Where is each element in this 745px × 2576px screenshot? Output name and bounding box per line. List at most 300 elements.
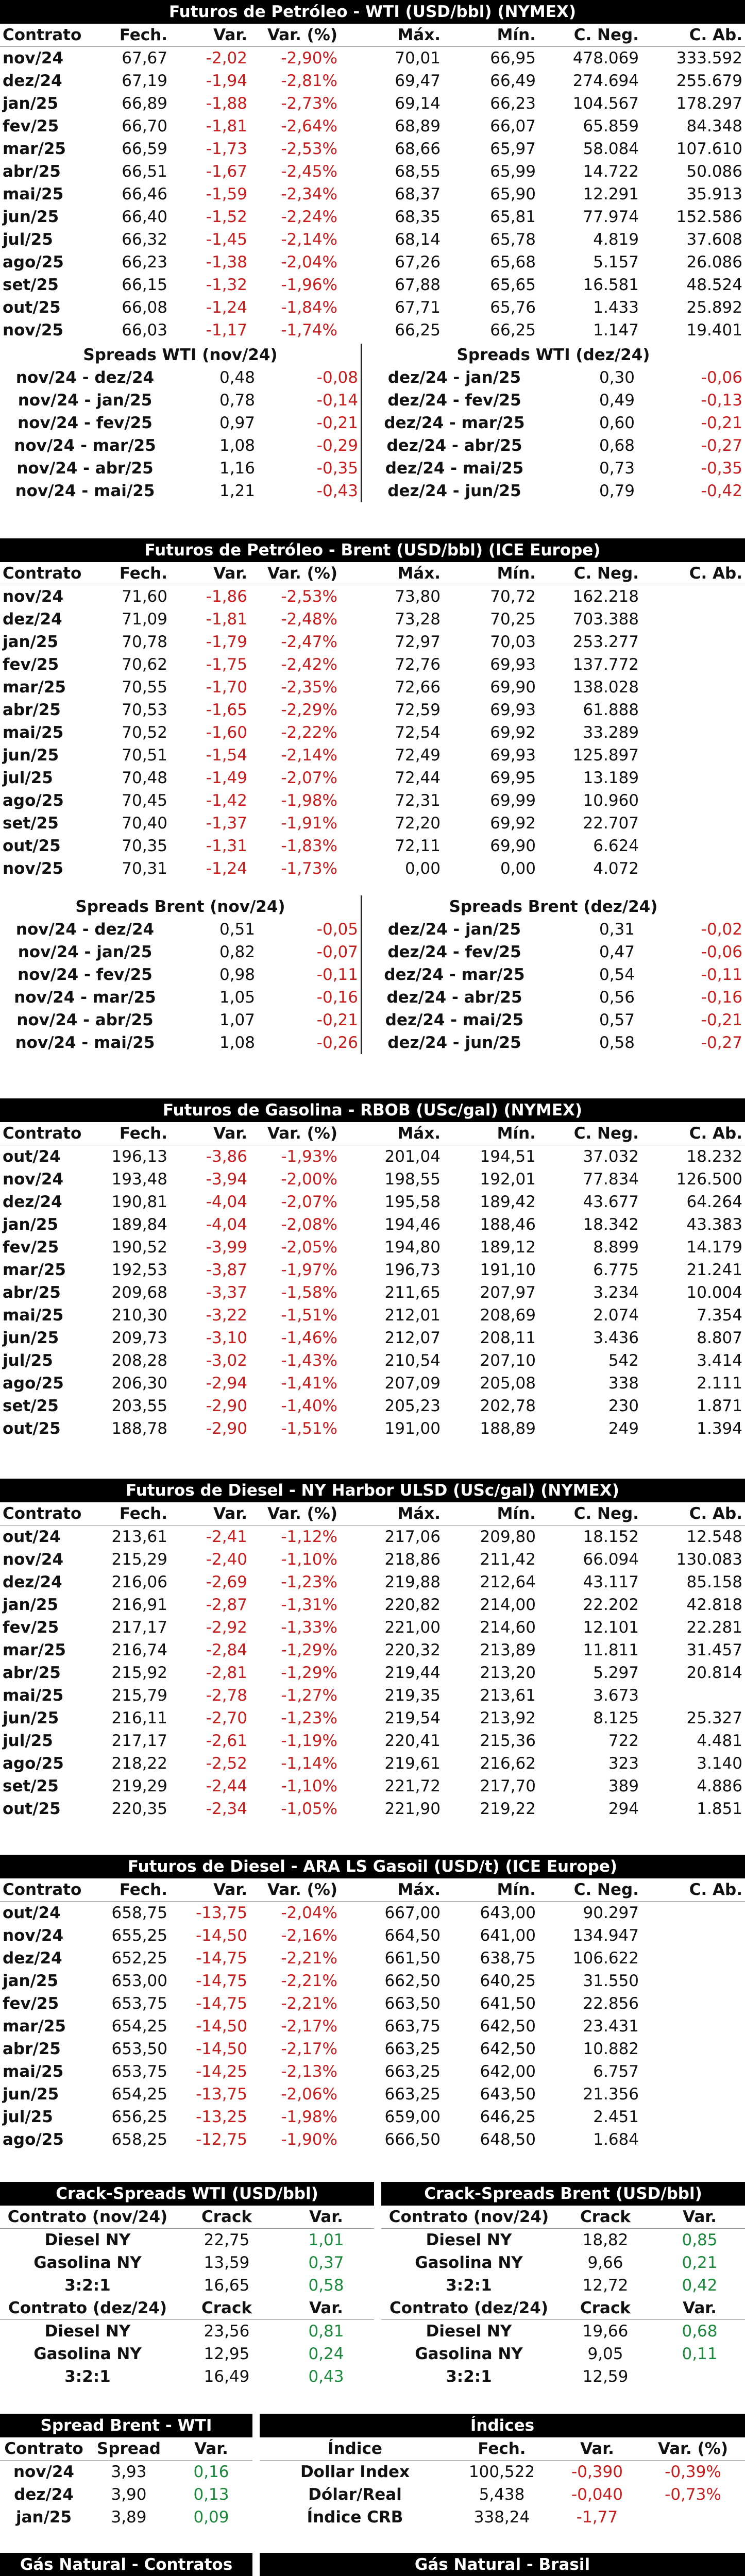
- open-interest-cell: 2.111: [697, 1374, 742, 1393]
- contract-cell: fev/25: [3, 117, 59, 135]
- crack-header-row: [0, 2206, 374, 2229]
- close-cell: 67,67: [122, 49, 167, 67]
- low-cell: 219,22: [480, 1800, 536, 1818]
- volume-cell: 11.811: [583, 1641, 639, 1659]
- table-row: [0, 608, 745, 631]
- change-pct-cell: -2,14%: [281, 746, 337, 765]
- cell-1: 5,438: [479, 2485, 525, 2504]
- high-cell: 212,07: [384, 1329, 441, 1347]
- change-pct-cell: -2,05%: [281, 1238, 337, 1257]
- contract-cell: ago/25: [3, 1374, 64, 1393]
- header-crack: Crack: [556, 2206, 654, 2229]
- header-change-pct: Var. (%): [250, 1122, 340, 1145]
- spread-pair: nov/24 - dez/24: [15, 368, 155, 387]
- header-change: Var.: [654, 2206, 745, 2229]
- volume-cell: 14.722: [583, 162, 639, 181]
- table-row: [0, 1947, 745, 1970]
- table-row: [0, 1526, 745, 1549]
- contract-cell: out/25: [3, 837, 61, 855]
- close-cell: 656,25: [111, 2108, 167, 2126]
- spread-row: [0, 986, 361, 1009]
- low-cell: 188,89: [480, 1419, 536, 1438]
- high-cell: 72,11: [395, 837, 441, 855]
- volume-cell: 18.342: [583, 1215, 639, 1234]
- close-cell: 66,23: [122, 253, 167, 272]
- close-cell: 217,17: [111, 1732, 167, 1750]
- header-high: Máx.: [340, 24, 443, 47]
- header-crack: Crack: [556, 2297, 654, 2320]
- low-cell: 189,12: [480, 1238, 536, 1257]
- spread-indices-section: [0, 2414, 745, 2529]
- spread-value: 0,98: [219, 965, 255, 984]
- header-contract: Contrato (nov/24): [381, 2206, 556, 2229]
- low-cell: 65,81: [490, 208, 536, 226]
- volume-cell: 21.356: [583, 2085, 639, 2104]
- close-cell: 658,25: [111, 2130, 167, 2149]
- contract-cell: jan/25: [3, 1972, 59, 1990]
- spread-bw-table: [0, 2437, 252, 2529]
- rbob-section: [0, 1098, 745, 1440]
- change-cell: -14,50: [196, 2040, 247, 2058]
- volume-cell: 5.297: [593, 1664, 639, 1682]
- change-pct-cell: -2,47%: [281, 633, 337, 651]
- open-interest-cell: 130.083: [676, 1550, 742, 1569]
- crack-product: Gasolina NY: [415, 2345, 523, 2363]
- low-cell: 641,00: [480, 1926, 536, 1945]
- change-pct-cell: -2,73%: [281, 94, 337, 113]
- table-row: [0, 319, 745, 342]
- spread-pair: dez/24 - abr/25: [386, 988, 522, 1007]
- crack-product: 3:2:1: [446, 2276, 492, 2295]
- volume-cell: 4.072: [593, 859, 639, 878]
- high-cell: 195,58: [384, 1193, 441, 1211]
- volume-cell: 722: [608, 1732, 639, 1750]
- contract-cell: mar/25: [3, 1641, 66, 1659]
- low-cell: 65,65: [490, 276, 536, 294]
- spread-pair: dez/24 - mai/25: [385, 1011, 524, 1029]
- contract-cell: dez/24: [3, 1573, 62, 1591]
- close-cell: 192,53: [111, 1261, 167, 1279]
- cell-3: -0,73%: [665, 2485, 721, 2504]
- brent-spreads-left: [0, 918, 361, 1054]
- crack-value: 9,66: [587, 2253, 623, 2272]
- change-cell: -1,37: [206, 814, 247, 833]
- change-cell: -1,17: [206, 321, 247, 340]
- volume-cell: 22.707: [583, 814, 639, 833]
- table-row: [0, 653, 745, 676]
- close-cell: 190,81: [111, 1193, 167, 1211]
- close-cell: 70,53: [122, 701, 167, 719]
- gasoil-table: [0, 1878, 745, 2151]
- volume-cell: 10.882: [583, 2040, 639, 2058]
- volume-cell: 106.622: [572, 1949, 639, 1968]
- header-change: Var.: [170, 24, 250, 47]
- change-cell: -1,86: [206, 587, 247, 606]
- low-cell: 69,93: [490, 701, 536, 719]
- change-pct-cell: -2,00%: [281, 1170, 337, 1189]
- table-row: [0, 789, 745, 812]
- volume-cell: 323: [608, 1754, 639, 1773]
- change-pct-cell: -1,90%: [281, 2130, 337, 2149]
- change-pct-cell: -2,34%: [281, 185, 337, 204]
- contract-cell: jun/25: [3, 1709, 59, 1727]
- change-cell: -3,10: [206, 1329, 247, 1347]
- spread-change: -0,21: [316, 1011, 358, 1029]
- ulsd-section: [0, 1479, 745, 1820]
- spread-change: -0,26: [316, 1033, 358, 1052]
- contract-cell: jan/25: [3, 633, 59, 651]
- change-cell: -3,87: [206, 1261, 247, 1279]
- change-cell: -1,81: [206, 117, 247, 135]
- contract-cell: abr/25: [3, 1664, 61, 1682]
- low-cell: 70,25: [490, 610, 536, 629]
- change-cell: -13,75: [196, 1904, 247, 1922]
- change-pct-cell: -1,23%: [281, 1709, 337, 1727]
- volume-cell: 31.550: [583, 1972, 639, 1990]
- volume-cell: 294: [608, 1800, 639, 1818]
- close-cell: 70,31: [122, 859, 167, 878]
- close-cell: 653,75: [111, 1994, 167, 2013]
- table-row: [0, 2461, 252, 2484]
- contract-cell: nov/25: [3, 321, 64, 340]
- spread-pair: dez/24 - mar/25: [384, 965, 525, 984]
- close-cell: 206,30: [111, 1374, 167, 1393]
- close-cell: 70,40: [122, 814, 167, 833]
- volume-cell: 2.074: [593, 1306, 639, 1325]
- volume-cell: 3.673: [593, 1686, 639, 1705]
- high-cell: 211,65: [384, 1283, 441, 1302]
- spread-row: [0, 1009, 361, 1031]
- change-cell: -12,75: [196, 2130, 247, 2149]
- low-cell: 213,61: [480, 1686, 536, 1705]
- change-cell: -1,94: [206, 72, 247, 90]
- volume-cell: 90.297: [583, 1904, 639, 1922]
- close-cell: 216,74: [111, 1641, 167, 1659]
- contract-cell: dez/24: [3, 1949, 62, 1968]
- open-interest-cell: [641, 744, 745, 767]
- spread-row: [0, 918, 361, 941]
- contract-cell: jan/25: [3, 1596, 59, 1614]
- crack-product: Diesel NY: [44, 2322, 131, 2341]
- low-cell: 66,25: [490, 321, 536, 340]
- open-interest-cell: [641, 789, 745, 812]
- change-cell: -2,81: [206, 1664, 247, 1682]
- open-interest-cell: [641, 631, 745, 653]
- low-cell: 70,03: [490, 633, 536, 651]
- low-cell: 69,90: [490, 837, 536, 855]
- spread-change: -0,21: [316, 414, 358, 432]
- header-low: Mín.: [443, 1878, 538, 1902]
- volume-cell: 125.897: [572, 746, 639, 765]
- table-row: [0, 1662, 745, 1684]
- spread-change: -0,08: [316, 368, 358, 387]
- spread-value: 1,07: [219, 1011, 255, 1029]
- spread-pair: dez/24 - jan/25: [387, 368, 521, 387]
- change-cell: -3,02: [206, 1351, 247, 1370]
- spread-row: [362, 412, 745, 434]
- volume-cell: 104.567: [572, 94, 639, 113]
- low-cell: 65,97: [490, 140, 536, 158]
- table-row: [0, 47, 745, 70]
- spread-row: [0, 963, 361, 986]
- change-cell: -1,81: [206, 610, 247, 629]
- volume-cell: 1.147: [593, 321, 639, 340]
- spread-value: 0,57: [599, 1011, 635, 1029]
- high-cell: 72,76: [395, 655, 441, 674]
- change-pct-cell: -2,17%: [281, 2040, 337, 2058]
- spread-value: 0,78: [219, 391, 255, 410]
- crack-value: 9,05: [587, 2345, 623, 2363]
- header-contract: Contrato: [0, 1502, 90, 1526]
- wti-spreads-right-title: Spreads WTI (dez/24): [456, 346, 650, 364]
- change-cell: -4,04: [206, 1193, 247, 1211]
- header-open-interest: C. Ab.: [641, 1502, 745, 1526]
- change-pct-cell: -1,14%: [281, 1754, 337, 1773]
- table-row: [0, 115, 745, 138]
- spread-value: 0,79: [599, 482, 635, 500]
- change-pct-cell: -1,96%: [281, 276, 337, 294]
- high-cell: 72,31: [395, 791, 441, 810]
- open-interest-cell: [641, 585, 745, 608]
- spread-pair: nov/24 - jan/25: [18, 391, 153, 410]
- close-cell: 70,51: [122, 746, 167, 765]
- change-pct-cell: -1,51%: [281, 1306, 337, 1325]
- header-1: Fech.: [450, 2437, 553, 2461]
- contract-cell: fev/25: [3, 1238, 59, 1257]
- close-cell: 215,92: [111, 1664, 167, 1682]
- table-row: [0, 1902, 745, 1925]
- spread-change: -0,21: [701, 1011, 742, 1029]
- open-interest-cell: [641, 2038, 745, 2060]
- cell-1: 3,89: [111, 2508, 147, 2527]
- low-cell: 70,72: [490, 587, 536, 606]
- indices-title: Índices: [260, 2414, 745, 2437]
- close-cell: 196,13: [111, 1147, 167, 1166]
- header-low: Mín.: [443, 24, 538, 47]
- header-crack: Crack: [175, 2206, 278, 2229]
- header-change: Var.: [654, 2297, 745, 2320]
- open-interest-cell: [641, 1992, 745, 2015]
- spread-pair: nov/24 - mai/25: [15, 482, 155, 500]
- cell-1: 3,90: [111, 2485, 147, 2504]
- spread-change: -0,16: [316, 988, 358, 1007]
- close-cell: 66,89: [122, 94, 167, 113]
- low-cell: 643,00: [480, 1904, 536, 1922]
- spread-pair: nov/24 - mai/25: [15, 1033, 155, 1052]
- open-interest-cell: [641, 2083, 745, 2106]
- cell-0: Índice CRB: [307, 2508, 403, 2527]
- change-pct-cell: -2,22%: [281, 723, 337, 742]
- contract-cell: jul/25: [3, 230, 53, 249]
- high-cell: 68,89: [395, 117, 441, 135]
- crack-row: [381, 2320, 745, 2343]
- table-row: [0, 70, 745, 92]
- contract-cell: ago/25: [3, 791, 64, 810]
- cell-2: -0,040: [571, 2485, 623, 2504]
- high-cell: 72,59: [395, 701, 441, 719]
- spread-row: [362, 434, 745, 457]
- cell-2: -0,390: [571, 2463, 623, 2481]
- high-cell: 219,88: [384, 1573, 441, 1591]
- change-cell: -2,90: [206, 1419, 247, 1438]
- change-cell: -1,65: [206, 701, 247, 719]
- high-cell: 73,28: [395, 610, 441, 629]
- change-cell: -2,78: [206, 1686, 247, 1705]
- crack-header-row: [0, 2297, 374, 2320]
- table-row: [0, 274, 745, 296]
- change-pct-cell: -2,06%: [281, 2085, 337, 2104]
- crack-change: 0,11: [682, 2345, 718, 2363]
- crack-value: 22,75: [204, 2231, 250, 2249]
- spread-pair: nov/24 - fev/25: [18, 414, 153, 432]
- change-cell: -1,38: [206, 253, 247, 272]
- low-cell: 191,10: [480, 1261, 536, 1279]
- change-cell: -1,52: [206, 208, 247, 226]
- spread-pair: dez/24 - jun/25: [387, 1033, 521, 1052]
- contract-cell: jul/25: [3, 2108, 53, 2126]
- low-cell: 216,62: [480, 1754, 536, 1773]
- gas-futures-title: Gás Natural - Contratos: [0, 2553, 252, 2576]
- change-cell: -2,44: [206, 1777, 247, 1795]
- change-pct-cell: -2,04%: [281, 1904, 337, 1922]
- low-cell: 65,90: [490, 185, 536, 204]
- close-cell: 70,62: [122, 655, 167, 674]
- spread-value: 0,56: [599, 988, 635, 1007]
- change-pct-cell: -2,81%: [281, 72, 337, 90]
- table-row: [0, 1281, 745, 1304]
- table-row: [0, 2128, 745, 2151]
- change-pct-cell: -2,16%: [281, 1926, 337, 1945]
- close-cell: 66,08: [122, 298, 167, 317]
- wti-section: [0, 0, 745, 502]
- close-cell: 70,78: [122, 633, 167, 651]
- change-cell: -3,86: [206, 1147, 247, 1166]
- volume-cell: 478.069: [572, 49, 639, 67]
- low-cell: 211,42: [480, 1550, 536, 1569]
- table-row: [0, 1594, 745, 1616]
- contract-cell: jun/25: [3, 208, 59, 226]
- high-cell: 67,26: [395, 253, 441, 272]
- high-cell: 198,55: [384, 1170, 441, 1189]
- crack-product: Gasolina NY: [415, 2253, 523, 2272]
- change-cell: -1,24: [206, 298, 247, 317]
- table-row: [0, 2506, 252, 2529]
- change-cell: -14,75: [196, 1949, 247, 1968]
- spread-change: -0,35: [316, 459, 358, 478]
- high-cell: 664,50: [384, 1926, 441, 1945]
- spread-row: [0, 457, 361, 480]
- contract-cell: jul/25: [3, 769, 53, 787]
- table-row: [0, 1259, 745, 1281]
- table-row: [0, 1145, 745, 1168]
- contract-cell: set/25: [3, 1777, 59, 1795]
- contract-cell: jun/25: [3, 1329, 59, 1347]
- contract-cell: dez/24: [3, 72, 62, 90]
- volume-cell: 162.218: [572, 587, 639, 606]
- crack-value: 18,82: [582, 2231, 629, 2249]
- contract-cell: dez/24: [3, 1193, 62, 1211]
- table-row: [0, 2060, 745, 2083]
- change-pct-cell: -1,98%: [281, 2108, 337, 2126]
- table-row: [0, 1548, 745, 1571]
- change-cell: -3,22: [206, 1306, 247, 1325]
- spread-row: [362, 480, 745, 502]
- spread-value: 0,31: [599, 920, 635, 939]
- header-row: [0, 24, 745, 47]
- spread-value: 0,58: [599, 1033, 635, 1052]
- change-cell: -2,90: [206, 1397, 247, 1415]
- crack-value: 12,95: [204, 2345, 250, 2363]
- spread-row: [0, 412, 361, 434]
- low-cell: 66,23: [490, 94, 536, 113]
- close-cell: 216,91: [111, 1596, 167, 1614]
- change-cell: -1,59: [206, 185, 247, 204]
- volume-cell: 2.451: [593, 2108, 639, 2126]
- cell-0: Dollar Index: [300, 2463, 410, 2481]
- low-cell: 217,70: [480, 1777, 536, 1795]
- brent-spreads-left-title: Spreads Brent (nov/24): [75, 897, 285, 916]
- crack-change: 1,01: [308, 2231, 344, 2249]
- header-crack: Crack: [175, 2297, 278, 2320]
- header-change-pct: Var. (%): [250, 1502, 340, 1526]
- header-high: Máx.: [340, 562, 443, 585]
- close-cell: 655,25: [111, 1926, 167, 1945]
- crack-row: [0, 2343, 374, 2365]
- spread-pair: dez/24 - abr/25: [386, 436, 522, 455]
- spread-value: 0,54: [599, 965, 635, 984]
- high-cell: 72,44: [395, 769, 441, 787]
- header-row: [0, 1502, 745, 1526]
- contract-cell: nov/24: [3, 1550, 64, 1569]
- open-interest-cell: [641, 721, 745, 744]
- change-cell: -14,75: [196, 1994, 247, 2013]
- header-2: Var.: [553, 2437, 641, 2461]
- low-cell: 66,49: [490, 72, 536, 90]
- gasoil-section: [0, 1855, 745, 2151]
- low-cell: 66,07: [490, 117, 536, 135]
- change-pct-cell: -1,91%: [281, 814, 337, 833]
- change-pct-cell: -2,53%: [281, 140, 337, 158]
- change-cell: -2,41: [206, 1528, 247, 1546]
- high-cell: 0,00: [404, 859, 441, 878]
- low-cell: 202,78: [480, 1397, 536, 1415]
- open-interest-cell: 18.232: [686, 1147, 742, 1166]
- table-row: [0, 1752, 745, 1775]
- volume-cell: 77.834: [583, 1170, 639, 1189]
- spread-change: -0,27: [701, 436, 742, 455]
- crack-row: [0, 2274, 374, 2297]
- high-cell: 220,41: [384, 1732, 441, 1750]
- open-interest-cell: [641, 835, 745, 857]
- table-row: [0, 1191, 745, 1213]
- spread-value: 1,16: [219, 459, 255, 478]
- high-cell: 194,80: [384, 1238, 441, 1257]
- change-pct-cell: -2,13%: [281, 2062, 337, 2081]
- header-close: Fech.: [90, 1122, 170, 1145]
- change-pct-cell: -2,21%: [281, 1949, 337, 1968]
- header-open-interest: C. Ab.: [641, 1122, 745, 1145]
- open-interest-cell: [641, 1947, 745, 1970]
- spread-pair: nov/24 - dez/24: [15, 920, 155, 939]
- spread-row: [362, 963, 745, 986]
- cell-2: 0,13: [193, 2485, 229, 2504]
- open-interest-cell: 43.383: [686, 1215, 742, 1234]
- volume-cell: 43.677: [583, 1193, 639, 1211]
- volume-cell: 138.028: [572, 678, 639, 697]
- low-cell: 69,95: [490, 769, 536, 787]
- volume-cell: 23.431: [583, 2017, 639, 2036]
- contract-cell: fev/25: [3, 655, 59, 674]
